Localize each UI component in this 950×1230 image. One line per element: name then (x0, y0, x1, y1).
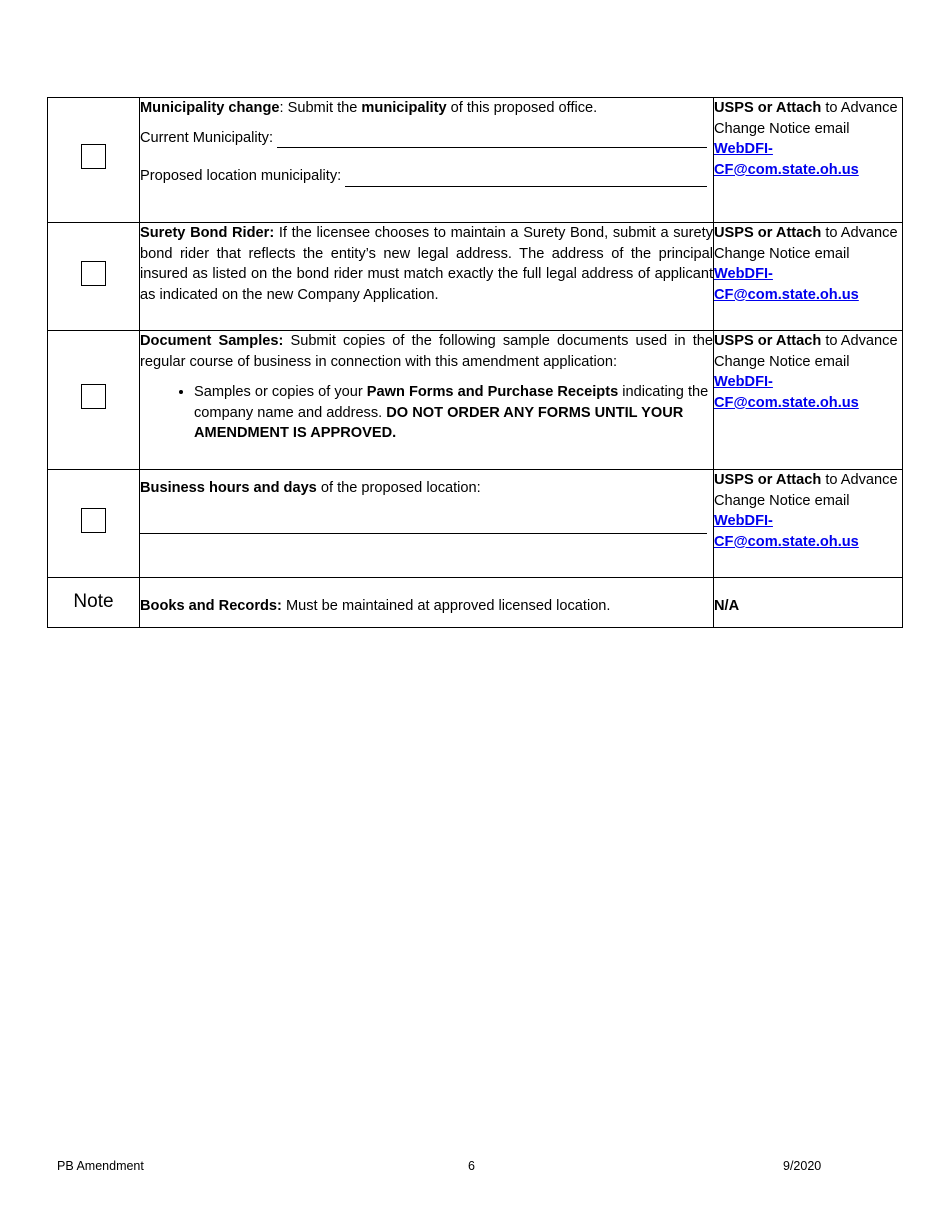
proposed-municipality-input-line[interactable] (345, 170, 707, 187)
document-samples-checkbox[interactable] (81, 384, 106, 409)
current-municipality-field[interactable] (140, 128, 713, 149)
table-row (48, 223, 903, 331)
proposed-municipality-label: Proposed location municipality: (140, 168, 342, 185)
submission-cell: USPS or Attach to Advance Change Notice email WebDFI-CF@com.state.oh.us (714, 331, 903, 470)
submission-cell: USPS or Attach to Advance Change Notice email WebDFI-CF@com.state.oh.us (714, 223, 903, 331)
email-link[interactable]: WebDFI-CF@com.state.oh.us (714, 266, 859, 303)
submission-cell: USPS or Attach to Advance Change Notice email WebDFI-CF@com.state.oh.us (714, 470, 903, 578)
checkbox-cell (48, 331, 140, 470)
municipality-checkbox[interactable] (81, 144, 106, 169)
municipality-instruction: Municipality change: Submit the municipality of this proposed office. (140, 100, 598, 116)
description-cell: Surety Bond Rider: If the licensee chooses to maintain a Surety Bond, submit a surety bond rider that reflects the entity’s new legal address. The address of the principal insured as listed on the bond rider must match exactly the full legal address of applicant as indicated on the new Company Application. (140, 223, 714, 331)
checkbox-cell (48, 223, 140, 331)
description-cell: Business hours and days of the proposed location: (140, 470, 714, 578)
current-municipality-input-line[interactable] (277, 131, 707, 148)
list-item: • Samples or copies of your Pawn Forms and Purchase Receipts indicating the company name and address. DO NOT ORDER ANY FORMS UNTIL YOUR AMENDMENT IS APPROVED. (194, 382, 713, 444)
warning-text: DO NOT ORDER ANY FORMS UNTIL YOUR AMENDMENT IS APPROVED. (194, 404, 684, 442)
description-cell (140, 98, 714, 223)
business-hours-input-line[interactable] (140, 525, 707, 534)
note-label: Note (48, 578, 140, 628)
table-row (48, 578, 903, 628)
email-link[interactable]: WebDFI-CF@com.state.oh.us (714, 513, 859, 550)
email-link[interactable]: WebDFI-CF@com.state.oh.us (714, 141, 859, 178)
amendment-requirements-table (47, 97, 903, 628)
current-municipality-label: Current Municipality: (140, 129, 274, 146)
page-number: 6 (468, 1159, 475, 1173)
submission-cell: N/A (714, 578, 903, 628)
table-row (48, 98, 903, 223)
footer-date: 9/2020 (783, 1159, 822, 1173)
checkbox-cell (48, 98, 140, 223)
checkbox-cell (48, 470, 140, 578)
table-row (48, 470, 903, 578)
samples-list (140, 382, 713, 444)
business-hours-checkbox[interactable] (81, 508, 106, 533)
submission-cell: USPS or Attach to Advance Change Notice email WebDFI-CF@com.state.oh.us (714, 98, 903, 223)
description-cell: Books and Records: Must be maintained at approved licensed location. (140, 578, 714, 628)
email-link[interactable]: WebDFI-CF@com.state.oh.us (714, 374, 859, 411)
surety-bond-checkbox[interactable] (81, 261, 106, 286)
table-row (48, 331, 903, 470)
proposed-municipality-field[interactable] (140, 166, 713, 187)
description-cell: Document Samples: Submit copies of the following sample documents used in the regular course of business in connection with this amendment application: • Samples or copies of your Pawn Forms and Purchase Receipts indicating the company name and address. DO NOT ORDER ANY FORMS UNTIL YOUR AMENDMENT IS APPROVED. (140, 331, 714, 470)
footer-left: PB Amendment (57, 1159, 144, 1173)
